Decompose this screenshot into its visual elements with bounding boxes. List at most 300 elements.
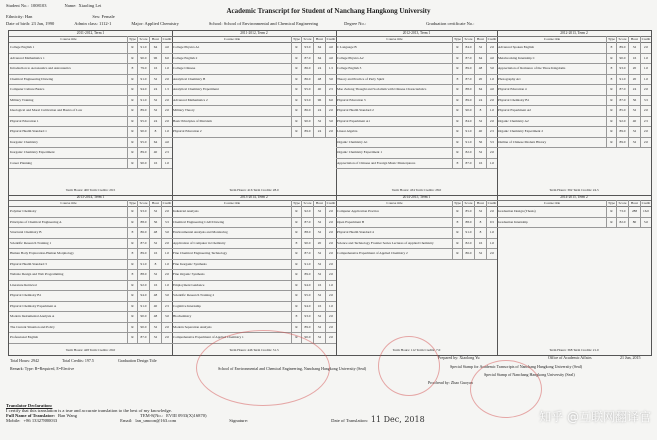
course-credit: 3.0	[325, 116, 336, 127]
course-score: 87.0	[301, 217, 313, 228]
course-type: R	[291, 206, 301, 217]
course-credit: 1.0	[486, 227, 497, 238]
course-title: Cognitive Internship	[173, 303, 201, 308]
course-credit: 1.0	[161, 158, 172, 169]
course-credit: 2.0	[486, 95, 497, 106]
course-score: 89.0	[462, 63, 474, 74]
course-title: Graduation Design (Thesis)	[498, 209, 536, 214]
school: School: School of Environmental and Chemical Engineering	[208, 21, 319, 26]
course-title: College Physics A1	[173, 45, 200, 50]
course-type: R	[291, 259, 301, 270]
course-hour: 24	[149, 84, 161, 95]
degree-no: Degree No.:	[344, 21, 367, 26]
course-hour: 32	[313, 311, 325, 322]
course-score: 88.0	[137, 269, 149, 280]
course-title: Modern Separation Analysis	[173, 324, 212, 329]
course-hour: 56	[149, 217, 161, 228]
signature-label: Signature:	[229, 418, 249, 423]
course-credit: 1.0	[486, 74, 497, 85]
course-title: Environmental Analysis and Monitoring	[173, 230, 228, 235]
header-course: Course title	[543, 201, 561, 205]
table-row	[9, 332, 172, 344]
course-credit: 1.0	[640, 63, 651, 74]
header-type: Type	[291, 200, 301, 206]
course-hour: 16	[149, 63, 161, 74]
header-type: Type	[452, 36, 462, 42]
course-score: 94.0	[301, 301, 313, 312]
school-seal-line: School of Environmental and Chemical Engineering, Nanchang Hangkong University (Seal)	[218, 366, 367, 371]
course-title: Outline of Chinese Modern History	[498, 139, 547, 144]
course-hour: 32	[313, 269, 325, 280]
course-type: R	[127, 95, 137, 106]
course-hour: 16	[149, 280, 161, 291]
course-title: Career Planning	[10, 160, 32, 165]
header-row-2	[6, 14, 651, 19]
course-credit: 2.0	[161, 95, 172, 106]
course-credit: 3.0	[161, 290, 172, 301]
course-credit: 1.0	[161, 126, 172, 137]
term-summary: Term Hours: 392 Term Credits: 24.5	[549, 188, 599, 192]
course-score: 82.0	[462, 147, 474, 158]
course-type: R	[606, 126, 616, 137]
course-credit: 4.0	[486, 53, 497, 64]
course-title: Analytical Chemistry B	[173, 76, 206, 81]
course-credit: 2.0	[325, 227, 336, 238]
course-credit: 2.0	[161, 332, 172, 343]
course-type: R	[291, 217, 301, 228]
term-section	[336, 31, 497, 196]
course-title: Appreciation of Chinese and Foreign Music Masterpieces	[337, 160, 416, 165]
course-hour: 48	[474, 63, 486, 74]
course-title: Fine Chemical Engineering Technology	[173, 251, 228, 256]
course-type: E	[452, 74, 462, 85]
header-score: Score	[616, 36, 628, 42]
course-title: Modern Instrumental Analysis A	[10, 314, 55, 319]
course-type: R	[452, 105, 462, 116]
course-hour: 32	[313, 322, 325, 333]
course-score: 91.0	[137, 301, 149, 312]
stamp-caption-2: Special Stamp of Nanchang Hangkong University (Seal)	[484, 372, 575, 377]
course-credit: 2.5	[161, 147, 172, 158]
header-hour: Hour	[628, 200, 640, 206]
course-hour: 20	[628, 74, 640, 85]
course-score: 86.0	[301, 74, 313, 85]
course-title: Computer Application Practice	[337, 209, 379, 214]
course-title: Science and Technology Frontier Series Lectures of Applied Chemistry	[337, 240, 434, 245]
course-title: Advanced Spoken English	[498, 45, 534, 50]
course-credit: 2.0	[161, 206, 172, 217]
course-score: 86.0	[137, 227, 149, 238]
course-type: R	[127, 126, 137, 137]
course-score: 92.0	[137, 280, 149, 291]
course-score: 90.0	[301, 332, 313, 343]
course-hour: 32	[628, 105, 640, 116]
course-credit: 2.0	[325, 126, 336, 137]
mobile-label: Mobile:	[6, 418, 21, 423]
course-title: Employment Guidance	[173, 282, 205, 287]
course-score: 93.0	[616, 63, 628, 74]
course-title: Analytical Chemistry Experiment	[173, 87, 219, 92]
course-type: R	[291, 126, 301, 137]
course-hour: 64	[149, 137, 161, 148]
table-row	[9, 158, 172, 170]
course-hour: 32	[474, 147, 486, 158]
course-hour: 24	[313, 126, 325, 137]
course-hour: 32	[149, 332, 161, 343]
course-type: R	[291, 332, 301, 343]
course-score: 86.0	[301, 105, 313, 116]
course-score: 87.0	[462, 158, 474, 169]
course-credit: 1.0	[325, 301, 336, 312]
course-score: 87.0	[301, 248, 313, 259]
course-credit: 3.5	[161, 217, 172, 228]
course-hour: 288	[628, 206, 640, 217]
course-credit: 2.0	[486, 248, 497, 259]
sex: Sex: Female	[92, 14, 115, 19]
course-type: R	[127, 259, 137, 270]
term-title: 2011-2012, Term 1	[9, 31, 172, 37]
course-hour: 16	[474, 238, 486, 249]
course-hour: 64	[149, 42, 161, 53]
course-credit: 4.0	[161, 137, 172, 148]
course-type: R	[127, 42, 137, 53]
course-hour: 32	[474, 248, 486, 259]
major: Major: Applied Chemistry	[131, 21, 179, 26]
course-score: 85.0	[462, 206, 474, 217]
header-type: Type	[127, 200, 137, 206]
course-hour: 24	[149, 116, 161, 127]
course-hour: 80	[628, 217, 640, 228]
course-credit: 1.5	[161, 84, 172, 95]
course-type: E	[127, 63, 137, 74]
course-hour: 32	[313, 259, 325, 270]
date-of-birth: Date of birth: 23 Jan, 1990	[6, 21, 55, 26]
course-type: R	[452, 42, 462, 53]
header-credit: Credit	[162, 201, 172, 205]
header-course: Course title	[60, 37, 77, 41]
course-hour: 32	[474, 206, 486, 217]
term-summary: Term Hours: 368 Term Credits: 21.0	[549, 348, 599, 352]
translator-name: Ban Wang	[57, 413, 78, 418]
course-credit: 2.0	[640, 137, 651, 148]
course-title: Mao Zedong Thought and Socialism with Chinese Characteristics	[337, 87, 427, 92]
course-hour: 32	[474, 116, 486, 127]
course-score: 92.0	[616, 116, 628, 127]
course-score: 91.0	[301, 259, 313, 270]
course-hour: 40	[149, 147, 161, 158]
course-title: Military Training	[10, 97, 34, 102]
course-type: E	[606, 42, 616, 53]
course-hour: 40	[474, 126, 486, 137]
course-score: 89.0	[301, 269, 313, 280]
course-score: 90.0	[137, 322, 149, 333]
course-type: R	[127, 217, 137, 228]
course-type: R	[291, 84, 301, 95]
course-score: 92.0	[301, 206, 313, 217]
header-course: Course title	[386, 37, 403, 41]
student-no: 1008103	[30, 3, 47, 8]
course-credit: 1.0	[161, 259, 172, 270]
course-credit: 2.0	[161, 116, 172, 127]
course-hour: 32	[628, 137, 640, 148]
course-hour: 32	[149, 238, 161, 249]
term-summary: Term Hours: 400 Term Credits: 29.5	[65, 188, 116, 192]
course-score: 90.0	[301, 116, 313, 127]
course-hour: 40	[628, 116, 640, 127]
course-hour: 56	[474, 137, 486, 148]
course-hour: 24	[313, 105, 325, 116]
course-score: 90.0	[301, 238, 313, 249]
course-score: 89.0	[137, 248, 149, 259]
course-title: College Physics A2	[337, 55, 364, 60]
term-summary: Term Hours: 434 Term Credits: 28.0	[391, 188, 442, 192]
course-credit: 6.0	[325, 95, 336, 106]
student-no-label: Student No.:	[6, 3, 29, 8]
course-type: R	[291, 63, 301, 74]
name-label: Name:	[64, 3, 77, 8]
header-course: Course title	[60, 201, 77, 205]
document-title: Academic Transcript for Student of Nanchang Hangkong University	[226, 7, 431, 15]
course-title: Industrial Analysis	[173, 209, 199, 214]
transcript-table	[8, 30, 652, 356]
course-score: 89.0	[137, 105, 149, 116]
translation-date-value: 11 Dec, 2018	[370, 415, 425, 424]
course-credit: 4.0	[325, 42, 336, 53]
header-hour: Hour	[474, 200, 486, 206]
course-title: Physical Health Standard 3	[10, 261, 47, 266]
email-value: lan_umoon@163.com	[135, 418, 177, 423]
course-credit: 1.0	[486, 105, 497, 116]
course-score: 91.0	[137, 42, 149, 53]
course-score: 91.0	[616, 74, 628, 85]
course-score: 87.0	[462, 53, 474, 64]
course-score: 94.0	[301, 280, 313, 291]
course-hour: 32	[313, 227, 325, 238]
course-title: Fine Organic Synthesis	[173, 272, 205, 277]
course-type: R	[452, 84, 462, 95]
course-title: The Current Situation and Policy	[10, 324, 55, 329]
course-title: Computer Culture Basics	[10, 87, 45, 92]
course-title: Organic Chemistry A1	[337, 139, 368, 144]
course-score: 82.0	[616, 217, 628, 228]
header-hour: Hour	[149, 200, 161, 206]
course-title: Literature Retrieval	[10, 282, 37, 287]
prepared-by: Prepared by: Xiaolong Yu	[438, 355, 480, 360]
course-type: R	[291, 322, 301, 333]
course-credit: 2.5	[640, 116, 651, 127]
course-score: 87.0	[137, 332, 149, 343]
course-title: Advanced Mathematics 1	[10, 55, 45, 60]
course-credit: 2.0	[325, 269, 336, 280]
course-title: Military Theory	[173, 108, 195, 113]
course-score: 79.0	[137, 63, 149, 74]
course-credit: 2.0	[640, 42, 651, 53]
course-credit: 2.5	[486, 126, 497, 137]
course-credit: 2.0	[161, 105, 172, 116]
header-credit: Credit	[487, 37, 497, 41]
course-credit: 1.0	[486, 158, 497, 169]
header-score: Score	[301, 36, 313, 42]
course-score: 85.0	[616, 105, 628, 116]
course-type: R	[291, 290, 301, 301]
header-type: Type	[127, 36, 137, 42]
course-type: R	[606, 105, 616, 116]
course-type: R	[606, 206, 616, 217]
course-title: Physical Health Standard 1	[10, 129, 47, 134]
course-title: Organic Chemistry A2	[498, 118, 529, 123]
course-hour: 96	[313, 95, 325, 106]
graduation-design-title: Graduation Design Title	[118, 358, 157, 363]
course-title: Basic Principles of Marxism	[173, 118, 212, 123]
header-credit: Credit	[487, 201, 497, 205]
course-credit: 4.0	[486, 84, 497, 95]
course-hour: 32	[149, 206, 161, 217]
email-label: Email:	[120, 418, 133, 423]
course-title: Physical Chemistry B1	[10, 293, 42, 298]
course-hour: 48	[149, 227, 161, 238]
term-title: 2014-2015, Term 2	[497, 195, 651, 201]
course-score: 91.0	[462, 126, 474, 137]
course-type: R	[127, 332, 137, 343]
course-type: E	[291, 238, 301, 249]
course-title: Physical Education 2	[173, 129, 202, 134]
course-title: Human Body Exploration-Human Morphology	[10, 251, 74, 256]
course-credit: 1.0	[325, 280, 336, 291]
course-score: 95.0	[301, 290, 313, 301]
course-hour: 24	[474, 95, 486, 106]
course-score: 93.0	[137, 206, 149, 217]
course-score: 94.0	[137, 290, 149, 301]
course-title: College English 1	[10, 45, 35, 50]
header-credit: Credit	[326, 37, 336, 41]
header-course: Course title	[223, 37, 241, 41]
term-section	[9, 31, 172, 196]
course-credit: 3.5	[640, 95, 651, 106]
course-type: R	[291, 74, 301, 85]
course-title: Advanced Mathematics 2	[173, 97, 208, 102]
header-credit: Credit	[641, 201, 651, 205]
course-hour: 32	[474, 42, 486, 53]
course-hour: 40	[313, 84, 325, 95]
course-hour: 8	[149, 259, 161, 270]
course-title: Physical Education 3	[337, 97, 366, 102]
course-score: 94.0	[137, 84, 149, 95]
course-title: Inorganic Chemistry Experiment	[10, 150, 55, 155]
course-score: 88.0	[301, 227, 313, 238]
course-type: R	[452, 95, 462, 106]
course-score: 84.0	[462, 42, 474, 53]
course-credit: 3.0	[161, 227, 172, 238]
course-type: R	[291, 42, 301, 53]
course-title: Open Experiment B	[337, 219, 365, 224]
header-hour: Hour	[149, 36, 161, 42]
course-credit: 3.0	[161, 311, 172, 322]
tem8-label: TEM-8(No.:	[140, 413, 164, 418]
course-type: R	[127, 280, 137, 291]
course-type: R	[127, 105, 137, 116]
course-credit: 2.0	[325, 105, 336, 116]
course-title: Ideological and Moral Cultivation and Basics of Law	[10, 108, 83, 113]
course-title: Theory and Practice of Party Spirit	[337, 76, 385, 81]
course-hour: 16	[628, 53, 640, 64]
course-score: 89.0	[137, 147, 149, 158]
term-column	[336, 31, 498, 355]
course-title: Organic Chemistry Experiment 1	[337, 150, 383, 155]
course-title: Physical Chemistry Experiment A	[10, 303, 57, 308]
course-type: R	[291, 95, 301, 106]
course-credit: 5.0	[640, 217, 651, 228]
course-type: R	[127, 158, 137, 169]
course-hour: 32	[313, 248, 325, 259]
course-type: E	[291, 311, 301, 322]
course-hour: 8	[149, 126, 161, 137]
course-credit: 1.0	[161, 248, 172, 259]
course-credit: 2.0	[325, 206, 336, 217]
term-section	[9, 195, 172, 355]
issue-date: 21 Jun, 2015	[620, 355, 641, 360]
course-credit: 3.5	[486, 137, 497, 148]
course-score: 91.0	[462, 137, 474, 148]
header-score: Score	[137, 36, 149, 42]
mobile-value: +86 13327880033	[23, 418, 58, 423]
term-section	[172, 31, 336, 196]
course-type: E	[452, 158, 462, 169]
header-type: Type	[291, 36, 301, 42]
course-credit: 2.0	[325, 238, 336, 249]
term-summary: Term Hours: 416 Term Credits: 28.0	[229, 188, 279, 192]
course-hour: 64	[474, 84, 486, 95]
admin-class: Admin class: 1112-1	[74, 21, 112, 26]
declaration-heading: Translator Declaration:	[6, 403, 53, 408]
course-hour: 64	[474, 53, 486, 64]
header-course: Course title	[543, 37, 561, 41]
course-score: 87.0	[137, 238, 149, 249]
course-title: Professional English	[10, 335, 38, 340]
course-credit: 2.0	[161, 238, 172, 249]
course-credit: 2.0	[325, 259, 336, 270]
course-score: 90.0	[137, 126, 149, 137]
table-row	[336, 158, 497, 170]
course-hour: 16	[474, 158, 486, 169]
course-title: Physical Chemistry B1	[498, 97, 530, 102]
course-hour: 40	[149, 301, 161, 312]
course-hour: 32	[313, 290, 325, 301]
course-score: 95.0	[137, 137, 149, 148]
term-section	[497, 31, 651, 196]
declaration-statement: I certify that this translation is a true and accurate translation to the best of my knowledge.	[6, 408, 172, 413]
stamp-caption-1: Special Stamp for Academic Transcripts of Nanchang Hangkong University (Seal)	[450, 364, 583, 369]
course-credit: 6.0	[161, 53, 172, 64]
course-credit: 4.0	[161, 42, 172, 53]
course-score: 89.0	[462, 95, 474, 106]
course-score: 89.0	[616, 42, 628, 53]
course-credit: 2.0	[325, 290, 336, 301]
course-credit: 3.0	[486, 63, 497, 74]
course-credit: 2.0	[486, 42, 497, 53]
course-type: R	[291, 116, 301, 127]
course-hour: 32	[149, 95, 161, 106]
ethnicity: Ethnicity: Han	[6, 14, 33, 19]
term-title: 2012-2013, Term 1	[336, 31, 497, 37]
office-of-academic-affairs: Office of Academic Affairs	[548, 355, 592, 360]
course-type: R	[127, 238, 137, 249]
course-score: 88.0	[462, 84, 474, 95]
course-hour: 56	[628, 95, 640, 106]
course-title: Inorganic Chemistry	[10, 139, 38, 144]
course-type: R	[127, 116, 137, 127]
course-title: Metalworking Internship C	[498, 55, 535, 60]
course-title: Application of Computer in Chemistry	[173, 240, 226, 245]
